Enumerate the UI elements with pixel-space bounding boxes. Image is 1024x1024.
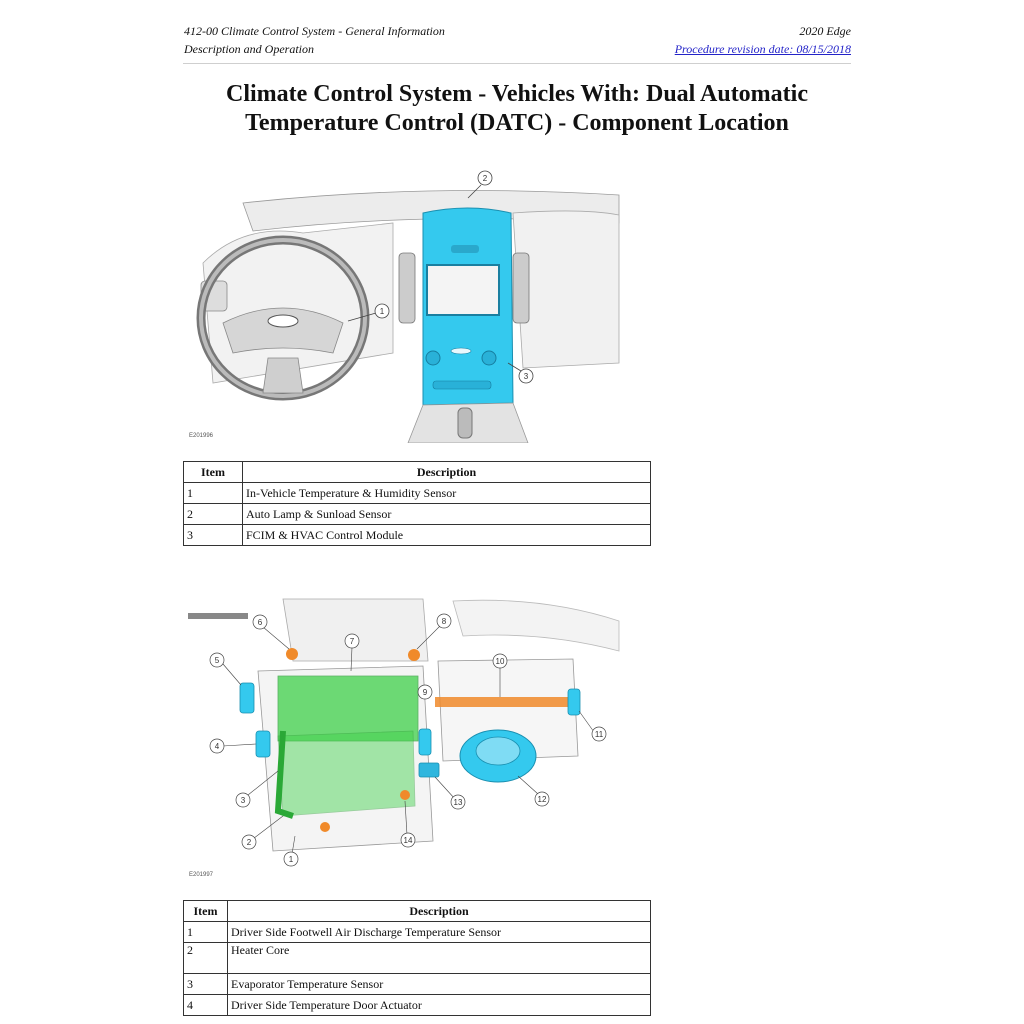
fig2-callout-1: 1 bbox=[288, 855, 294, 864]
item-cell: 2 bbox=[184, 943, 228, 974]
vehicle-label: 2020 Edge bbox=[799, 24, 851, 38]
fig2-callout-6: 6 bbox=[257, 618, 263, 627]
description-cell: Auto Lamp & Sunload Sensor bbox=[243, 504, 651, 525]
subsection-title: Description and Operation bbox=[184, 42, 314, 56]
table-row bbox=[184, 922, 651, 943]
description-cell: Evaporator Temperature Sensor bbox=[228, 974, 651, 995]
page-title-line-2: Temperature Control (DATC) - Component Location bbox=[245, 110, 789, 136]
table-row bbox=[184, 974, 651, 995]
components-table-1 bbox=[183, 461, 651, 546]
page-header-left bbox=[184, 22, 445, 58]
fig2-callout-5: 5 bbox=[214, 656, 220, 665]
description-cell: In-Vehicle Temperature & Humidity Sensor bbox=[243, 483, 651, 504]
table-row bbox=[184, 483, 651, 504]
description-cell: FCIM & HVAC Control Module bbox=[243, 525, 651, 546]
fig2-callout-12: 12 bbox=[537, 795, 547, 804]
table-row bbox=[184, 943, 651, 974]
header-divider bbox=[183, 63, 851, 64]
page-header-right bbox=[675, 22, 851, 58]
page-title bbox=[183, 80, 851, 138]
item-cell: 1 bbox=[184, 922, 228, 943]
figure-1-id: E201996 bbox=[189, 433, 214, 439]
table-header-row bbox=[184, 462, 651, 483]
fig2-callout-8: 8 bbox=[441, 617, 447, 626]
fig2-callout-14: 14 bbox=[403, 836, 413, 845]
fig2-callout-3: 3 bbox=[240, 796, 246, 805]
figure-2-id: E201997 bbox=[189, 872, 214, 878]
item-column-header: Item bbox=[184, 901, 228, 922]
item-cell: 3 bbox=[184, 974, 228, 995]
table-row bbox=[184, 525, 651, 546]
item-cell: 4 bbox=[184, 995, 228, 1016]
table-row bbox=[184, 504, 651, 525]
fig2-callout-2: 2 bbox=[246, 838, 252, 847]
item-column-header: Item bbox=[184, 462, 243, 483]
fig2-callout-11: 11 bbox=[594, 730, 604, 739]
description-cell: Driver Side Temperature Door Actuator bbox=[228, 995, 651, 1016]
fig1-callout-1: 1 bbox=[379, 307, 385, 316]
description-cell: Driver Side Footwell Air Discharge Temperature Sensor bbox=[228, 922, 651, 943]
fig2-callout-9: 9 bbox=[422, 688, 428, 697]
fig2-callout-13: 13 bbox=[453, 798, 463, 807]
item-cell: 2 bbox=[184, 504, 243, 525]
hvac-unit-illustration bbox=[183, 591, 626, 883]
section-title: 412-00 Climate Control System - General Information bbox=[184, 24, 445, 38]
fig2-callout-7: 7 bbox=[349, 637, 355, 646]
fig1-callout-3: 3 bbox=[523, 372, 529, 381]
dashboard-drawing bbox=[183, 153, 626, 443]
fig1-callout-2: 2 bbox=[482, 174, 488, 183]
components-table-2 bbox=[183, 900, 651, 1016]
dashboard-illustration bbox=[183, 153, 626, 443]
page-title-line-1: Climate Control System - Vehicles With: Dual Automatic bbox=[226, 81, 808, 107]
hvac-drawing bbox=[183, 591, 626, 883]
revision-date-link[interactable]: Procedure revision date: 08/15/2018 bbox=[674, 42, 851, 56]
description-column-header: Description bbox=[243, 462, 651, 483]
description-column-header: Description bbox=[228, 901, 651, 922]
item-cell: 3 bbox=[184, 525, 243, 546]
description-cell: Heater Core bbox=[228, 943, 651, 974]
fig2-callout-4: 4 bbox=[214, 742, 220, 751]
fig2-callout-10: 10 bbox=[495, 657, 505, 666]
table-row bbox=[184, 995, 651, 1016]
table-header-row bbox=[184, 901, 651, 922]
item-cell: 1 bbox=[184, 483, 243, 504]
